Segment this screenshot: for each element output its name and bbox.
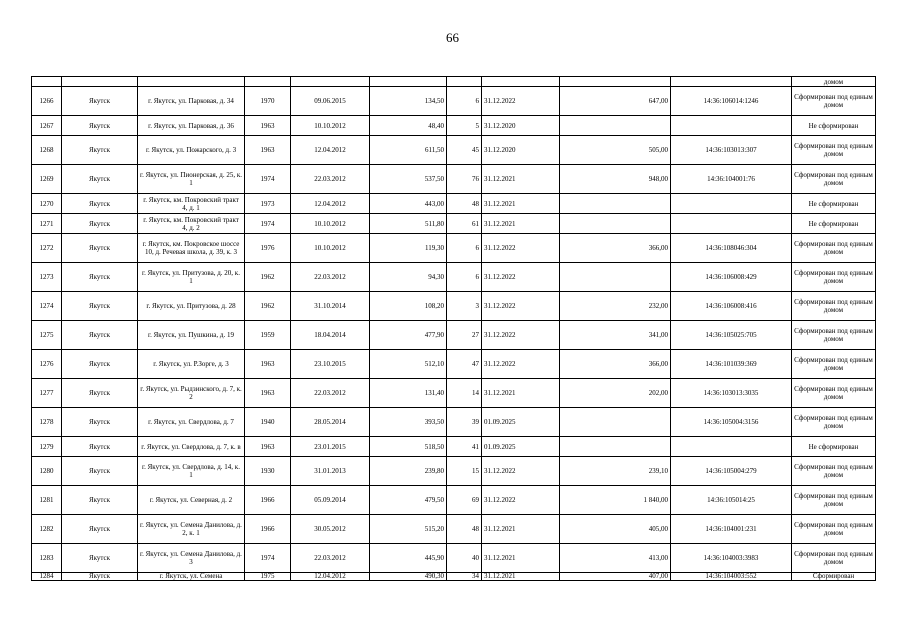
cadastral-number-cell [671,437,792,457]
cost-cell: 366,00 [560,350,671,379]
cadastral-number-cell: 14:36:108046:304 [671,234,792,263]
status-cell: Сформирован под единым домом [792,87,876,116]
area-cell: 119,30 [370,234,447,263]
area-cell: 445,90 [370,544,447,573]
status-cell: Сформирован под единым домом [792,350,876,379]
address-cell: г. Якутск, ул. Семена Данилова, д. 3 [138,544,245,573]
status-cell: Сформирован под единым домом [792,165,876,194]
cost-cell: 341,00 [560,321,671,350]
cost-cell: 505,00 [560,136,671,165]
city-cell: Якутск [62,214,138,234]
address-cell: г. Якутск, ул. Р.Зорге, д. 3 [138,350,245,379]
city-cell: Якутск [62,263,138,292]
year-cell: 1963 [245,437,291,457]
city-cell: Якутск [62,350,138,379]
year-cell: 1974 [245,544,291,573]
date-cell: 12.04.2012 [291,194,370,214]
year-cell: 1963 [245,350,291,379]
count-cell: 69 [447,486,482,515]
city-cell: Якутск [62,408,138,437]
deadline-cell: 31.12.2022 [482,350,560,379]
cost-cell: 239,10 [560,457,671,486]
status-cell: Не сформирован [792,116,876,136]
row-number-cell: 1267 [32,116,62,136]
deadline-cell: 31.12.2022 [482,263,560,292]
address-cell: г. Якутск, ул. Рыдзинского, д. 7, к. 2 [138,379,245,408]
year-cell: 1963 [245,116,291,136]
year-cell: 1973 [245,194,291,214]
year-cell: 1975 [245,573,291,581]
cadastral-number-cell: 14:36:106014:1246 [671,87,792,116]
status-cell: Сформирован под единым домом [792,292,876,321]
deadline-cell: 31.12.2021 [482,515,560,544]
address-cell: г. Якутск, ул. Парковая, д. 34 [138,87,245,116]
cost-cell: 366,00 [560,234,671,263]
status-cell: домом [792,77,876,87]
cadastral-number-cell: 14:36:105014:25 [671,486,792,515]
status-cell: Сформирован под единым домом [792,457,876,486]
table-row [32,194,876,214]
date-cell: 28.05.2014 [291,408,370,437]
deadline-cell: 31.12.2022 [482,486,560,515]
area-cell: 134,50 [370,87,447,116]
table-row [32,214,876,234]
address-cell: г. Якутск, ул. Свердлова, д. 7, к. в [138,437,245,457]
cost-cell [560,408,671,437]
row-number-cell: 1270 [32,194,62,214]
status-cell: Сформирован под единым домом [792,234,876,263]
date-cell: 12.04.2012 [291,136,370,165]
status-cell: Сформирован под единым домом [792,321,876,350]
address-cell: г. Якутск, ул. Пионерская, д. 25, к. 1 [138,165,245,194]
count-cell: 6 [447,263,482,292]
year-cell: 1962 [245,263,291,292]
status-cell: Сформирован под единым домом [792,515,876,544]
cadastral-number-cell: 14:36:104001:76 [671,165,792,194]
city-cell: Якутск [62,292,138,321]
year-cell: 1930 [245,457,291,486]
table-row [32,136,876,165]
deadline-cell: 31.12.2022 [482,87,560,116]
area-cell: 239,80 [370,457,447,486]
count-cell: 34 [447,573,482,581]
area-cell: 490,30 [370,573,447,581]
date-cell: 05.09.2014 [291,486,370,515]
date-cell: 10.10.2012 [291,214,370,234]
table-row [32,165,876,194]
cadastral-number-cell: 14:36:105025:705 [671,321,792,350]
date-cell: 22.03.2012 [291,544,370,573]
deadline-cell: 31.12.2021 [482,573,560,581]
cost-cell: 232,00 [560,292,671,321]
deadline-cell: 31.12.2022 [482,321,560,350]
count-cell: 39 [447,408,482,437]
city-cell: Якутск [62,116,138,136]
area-cell: 611,50 [370,136,447,165]
deadline-cell: 31.12.2022 [482,234,560,263]
deadline-cell: 31.12.2022 [482,457,560,486]
date-cell: 30.05.2012 [291,515,370,544]
count-cell: 48 [447,515,482,544]
cadastral-number-cell: 14:36:106008:429 [671,263,792,292]
city-cell: Якутск [62,457,138,486]
count-cell: 61 [447,214,482,234]
cadastral-number-cell: 14:36:104003:552 [671,573,792,581]
cadastral-number-cell: 14:36:104003:3983 [671,544,792,573]
cadastral-number-cell: 14:36:106008:416 [671,292,792,321]
year-cell: 1963 [245,136,291,165]
city-cell: Якутск [62,486,138,515]
area-cell: 477,90 [370,321,447,350]
city-cell: Якутск [62,165,138,194]
cost-cell [560,214,671,234]
page-number: 66 [446,30,459,45]
row-number-cell: 1268 [32,136,62,165]
row-number-cell: 1269 [32,165,62,194]
cost-cell: 413,00 [560,544,671,573]
row-number-cell: 1277 [32,379,62,408]
housing-register-table [31,76,876,581]
continuation-row [32,77,876,87]
cadastral-number-cell: 14:36:101039:369 [671,350,792,379]
date-cell: 31.01.2013 [291,457,370,486]
year-cell: 1974 [245,165,291,194]
row-number-cell: 1274 [32,292,62,321]
city-cell: Якутск [62,234,138,263]
area-cell: 94,30 [370,263,447,292]
date-cell: 22.03.2012 [291,263,370,292]
address-cell: г. Якутск, км. Покровское шоссе 10, д. Речевая школа, д. 39, к. 3 [138,234,245,263]
cadastral-number-cell: 14:36:103013:3035 [671,379,792,408]
address-cell: г. Якутск, ул. Притузова, д. 28 [138,292,245,321]
year-cell: 1966 [245,486,291,515]
cadastral-number-cell: 14:36:104001:231 [671,515,792,544]
address-cell: г. Якутск, ул. Северная, д. 2 [138,486,245,515]
deadline-cell: 31.12.2021 [482,544,560,573]
area-cell: 518,50 [370,437,447,457]
date-cell: 18.04.2014 [291,321,370,350]
deadline-cell: 31.12.2020 [482,136,560,165]
count-cell: 3 [447,292,482,321]
count-cell: 14 [447,379,482,408]
count-cell: 15 [447,457,482,486]
row-number-cell: 1278 [32,408,62,437]
address-cell: г. Якутск, ул. Пушкина, д. 19 [138,321,245,350]
table-row [32,321,876,350]
date-cell: 23.01.2015 [291,437,370,457]
row-number-cell: 1275 [32,321,62,350]
table-row [32,379,876,408]
cadastral-number-cell [671,214,792,234]
address-cell: г. Якутск, ул. Семена [138,573,245,581]
table-row [32,350,876,379]
status-cell: Не сформирован [792,214,876,234]
year-cell: 1962 [245,292,291,321]
status-cell: Сформирован [792,573,876,581]
count-cell: 5 [447,116,482,136]
year-cell: 1963 [245,379,291,408]
area-cell: 108,20 [370,292,447,321]
address-cell: г. Якутск, ул. Семена Данилова, д. 2, к. 1 [138,515,245,544]
area-cell: 48,40 [370,116,447,136]
address-cell: г. Якутск, ул. Пожарского, д. 3 [138,136,245,165]
city-cell: Якутск [62,544,138,573]
cost-cell: 647,00 [560,87,671,116]
city-cell: Якутск [62,437,138,457]
count-cell: 41 [447,437,482,457]
row-number-cell: 1276 [32,350,62,379]
status-cell: Сформирован под единым домом [792,263,876,292]
count-cell: 76 [447,165,482,194]
table-row [32,486,876,515]
area-cell: 479,50 [370,486,447,515]
area-cell: 512,10 [370,350,447,379]
status-cell: Сформирован под единым домом [792,408,876,437]
table-row [32,408,876,437]
city-cell: Якутск [62,379,138,408]
row-number-cell: 1273 [32,263,62,292]
deadline-cell: 31.12.2021 [482,379,560,408]
count-cell: 6 [447,87,482,116]
row-number-cell: 1281 [32,486,62,515]
cadastral-number-cell: 14:36:105004:279 [671,457,792,486]
city-cell: Якутск [62,573,138,581]
deadline-cell: 31.12.2021 [482,165,560,194]
date-cell: 31.10.2014 [291,292,370,321]
date-cell: 23.10.2015 [291,350,370,379]
area-cell: 393,50 [370,408,447,437]
deadline-cell: 01.09.2025 [482,408,560,437]
count-cell: 47 [447,350,482,379]
cost-cell: 1 840,00 [560,486,671,515]
address-cell: г. Якутск, км. Покровский тракт 4, д. 1 [138,194,245,214]
row-number-cell: 1284 [32,573,62,581]
year-cell: 1940 [245,408,291,437]
date-cell: 10.10.2012 [291,116,370,136]
address-cell: г. Якутск, ул. Свердлова, д. 7 [138,408,245,437]
area-cell: 511,80 [370,214,447,234]
status-cell: Сформирован под единым домом [792,379,876,408]
date-cell: 22.03.2012 [291,379,370,408]
year-cell: 1966 [245,515,291,544]
table-row [32,573,876,581]
row-number-cell: 1283 [32,544,62,573]
city-cell: Якутск [62,136,138,165]
year-cell: 1976 [245,234,291,263]
date-cell: 10.10.2012 [291,234,370,263]
area-cell: 443,00 [370,194,447,214]
city-cell: Якутск [62,194,138,214]
row-number-cell: 1280 [32,457,62,486]
year-cell: 1970 [245,87,291,116]
cost-cell [560,194,671,214]
date-cell: 22.03.2012 [291,165,370,194]
cadastral-number-cell: 14:36:105004:3156 [671,408,792,437]
city-cell: Якутск [62,87,138,116]
cost-cell: 407,00 [560,573,671,581]
cadastral-number-cell [671,194,792,214]
area-cell: 537,50 [370,165,447,194]
table-row [32,116,876,136]
year-cell: 1974 [245,214,291,234]
row-number-cell: 1272 [32,234,62,263]
address-cell: г. Якутск, ул. Парковая, д. 36 [138,116,245,136]
table-row [32,457,876,486]
date-cell: 09.06.2015 [291,87,370,116]
city-cell: Якутск [62,515,138,544]
row-number-cell: 1266 [32,87,62,116]
deadline-cell: 31.12.2021 [482,214,560,234]
count-cell: 27 [447,321,482,350]
table-row [32,292,876,321]
address-cell: г. Якутск, ул. Притузова, д. 20, к. 1 [138,263,245,292]
cost-cell [560,437,671,457]
table-row [32,263,876,292]
cadastral-number-cell [671,116,792,136]
table-row [32,515,876,544]
table-row [32,234,876,263]
deadline-cell: 31.12.2021 [482,194,560,214]
table-row [32,87,876,116]
count-cell: 40 [447,544,482,573]
city-cell: Якутск [62,321,138,350]
status-cell: Сформирован под единым домом [792,136,876,165]
cost-cell [560,116,671,136]
count-cell: 48 [447,194,482,214]
cost-cell: 948,00 [560,165,671,194]
count-cell: 45 [447,136,482,165]
status-cell: Не сформирован [792,437,876,457]
area-cell: 515,20 [370,515,447,544]
table-row [32,544,876,573]
address-cell: г. Якутск, ул. Свердлова, д. 14, к. 1 [138,457,245,486]
status-cell: Сформирован под единым домом [792,486,876,515]
date-cell: 12.04.2012 [291,573,370,581]
count-cell: 6 [447,234,482,263]
year-cell: 1959 [245,321,291,350]
table-row [32,437,876,457]
status-cell: Не сформирован [792,194,876,214]
row-number-cell: 1271 [32,214,62,234]
cost-cell [560,263,671,292]
cadastral-number-cell: 14:36:103013:307 [671,136,792,165]
status-cell: Сформирован под единым домом [792,544,876,573]
cost-cell: 405,00 [560,515,671,544]
row-number-cell: 1282 [32,515,62,544]
deadline-cell: 01.09.2025 [482,437,560,457]
row-number-cell: 1279 [32,437,62,457]
deadline-cell: 31.12.2020 [482,116,560,136]
deadline-cell: 31.12.2022 [482,292,560,321]
cost-cell: 202,00 [560,379,671,408]
area-cell: 131,40 [370,379,447,408]
address-cell: г. Якутск, км. Покровский тракт 4, д. 2 [138,214,245,234]
